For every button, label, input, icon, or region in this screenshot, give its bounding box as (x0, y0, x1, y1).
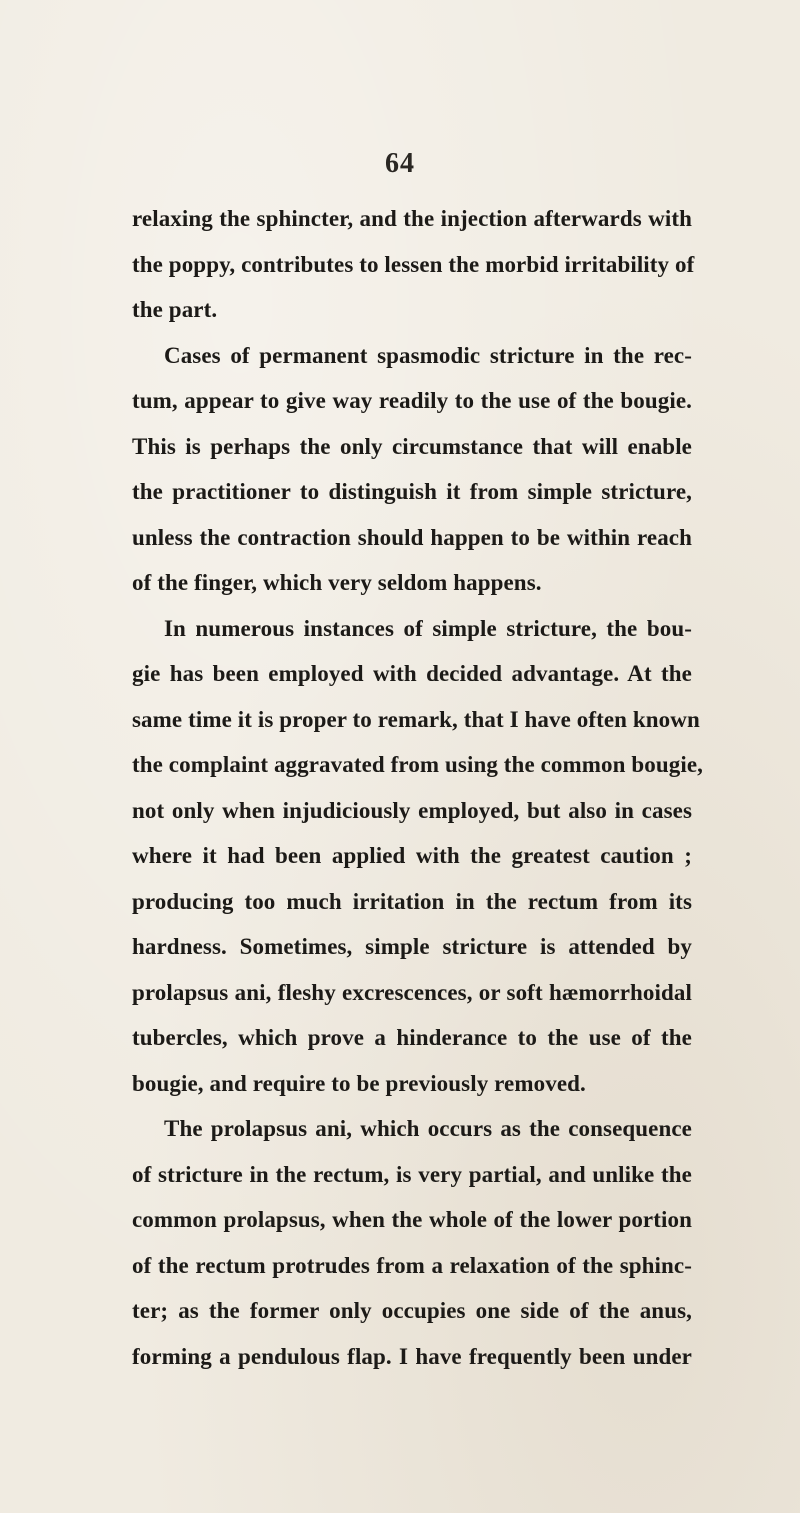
text-line: tubercles, which prove a hinderance to the use of the (132, 1025, 692, 1050)
text-line: the poppy, contributes to lessen the morbid irritability of (132, 251, 695, 277)
text-line: prolapsus ani, fleshy excrescences, or soft hæmorrhoidal (132, 979, 692, 1005)
text-line: The prolapsus ani, which occurs as the consequence (164, 1116, 692, 1141)
text-line: Cases of permanent spasmodic stricture in the rec- (164, 342, 692, 368)
body-text (132, 196, 704, 1379)
text-line: where it had been applied with the greatest caution ; (132, 843, 692, 868)
text-line: bougie, and require to be previously removed. (132, 1070, 586, 1096)
text-line: producing too much irritation in the rectum from its (132, 888, 692, 914)
text-line: This is perhaps the only circumstance that will enable (132, 433, 692, 459)
text-line: tum, appear to give way readily to the use of the bougie. (132, 388, 692, 413)
text-line: unless the contraction should happen to be within reach (132, 524, 692, 550)
text-line: of the finger, which very seldom happens. (132, 570, 542, 595)
text-line: hardness. Sometimes, simple stricture is attended by (132, 934, 692, 959)
text-line: ter; as the former only occupies one side of the anus, (132, 1298, 692, 1323)
text-line: not only when injudiciously employed, but also in cases (132, 797, 692, 823)
text-line: forming a pendulous flap. I have frequently been under (132, 1343, 692, 1369)
text-line: the complaint aggravated from using the common bougie, (132, 752, 704, 777)
text-line: of stricture in the rectum, is very partial, and unlike the (132, 1161, 692, 1187)
text-line: relaxing the sphincter, and the injection afterwards with (132, 206, 692, 231)
text-line: the part. (132, 297, 218, 322)
text-line: the practitioner to distinguish it from simple stricture, (132, 479, 692, 504)
page-number: 64 (385, 148, 415, 179)
text-line: gie has been employed with decided advantage. At the (132, 661, 692, 686)
text-line: In numerous instances of simple stricture, the bou- (164, 615, 692, 641)
text-line: common prolapsus, when the whole of the lower portion (132, 1207, 692, 1232)
text-line: same time it is proper to remark, that I have often known (132, 706, 700, 732)
text-line: of the rectum protrudes from a relaxation of the sphinc- (132, 1252, 692, 1278)
